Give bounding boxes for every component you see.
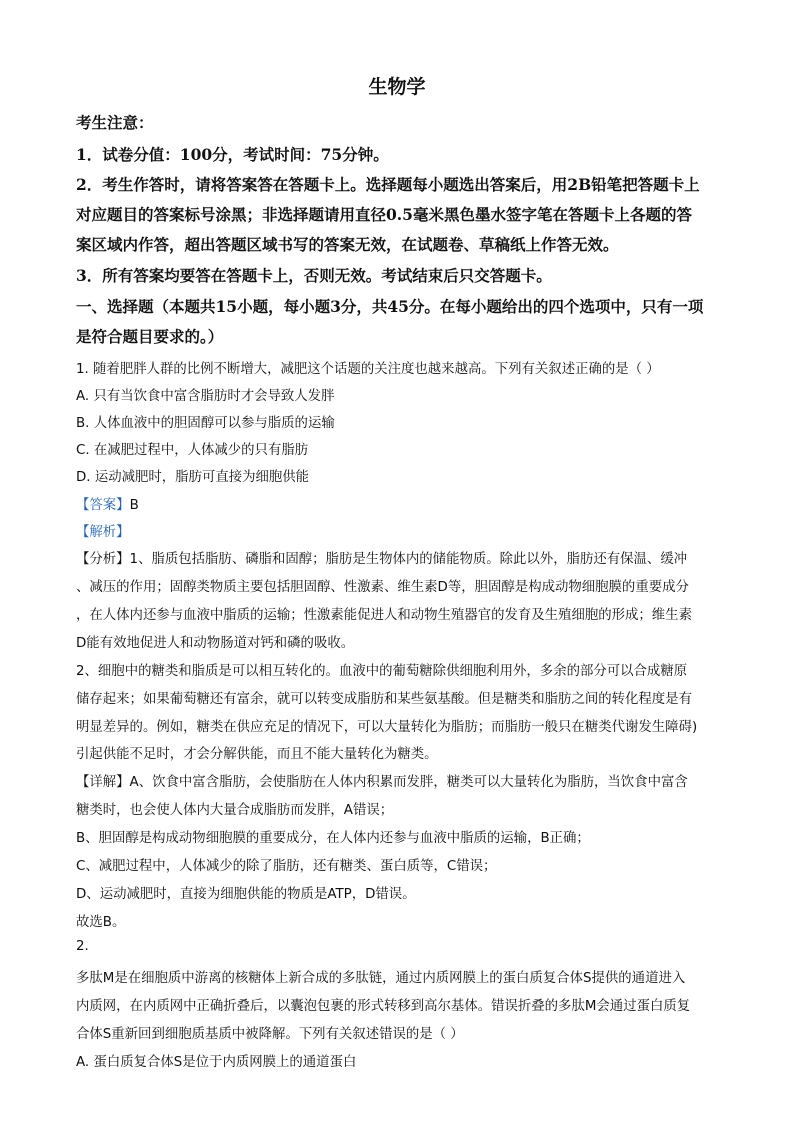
q1-option-a: A. 只有当饮食中富含脂肪时才会导致人发胖 bbox=[76, 389, 335, 404]
q1-answer bbox=[76, 494, 139, 513]
q1-detail-line-6: 故选B。 bbox=[76, 915, 126, 930]
q1-analysis-line-7: 明显差异的。例如，糖类在供应充足的情况下，可以大量转化为脂肪；而脂肪一般只在糖类代谢发生障碍) bbox=[76, 720, 698, 735]
q1-option-b: B. 人体血液中的胆固醇可以参与脂质的运输 bbox=[76, 416, 335, 431]
q1-analysis-tag: 【解析】 bbox=[76, 525, 130, 540]
notice-item-2-line-1: 2．考生作答时，请将答案答在答题卡上。选择题每小题选出答案后，用2B铅笔把答题卡上 bbox=[76, 175, 700, 194]
q1-analysis-line-8: 引起供能不足时，才会分解供能，而且不能大量转化为糖类。 bbox=[76, 747, 438, 762]
notice-item-2-line-2: 对应题目的答案标号涂黑；非选择题请用直径0.5毫米黑色墨水签字笔在答题卡上各题的答 bbox=[76, 205, 692, 224]
answer-value: B bbox=[129, 498, 139, 513]
notice-item-3: 3．所有答案均要答在答题卡上，否则无效。考试结束后只交答题卡。 bbox=[76, 266, 552, 285]
q1-detail-line-4: C、减肥过程中，人体减少的除了脂肪，还有糖类、蛋白质等，C错误； bbox=[76, 859, 497, 874]
q2-stem-line-3: 合体S重新回到细胞质基质中被降解。下列有关叙述错误的是（ ） bbox=[76, 1027, 464, 1042]
q1-detail-line-1: 【详解】A、饮食中富含脂肪，会使脂肪在人体内积累而发胖，糖类可以大量转化为脂肪，当饮食中富含 bbox=[76, 775, 688, 790]
notice-item-2-line-3: 案区域内作答，超出答题区域书写的答案无效，在试题卷、草稿纸上作答无效。 bbox=[76, 235, 619, 254]
q2-stem-line-1: 多肽M是在细胞质中游离的核糖体上新合成的多肽链，通过内质网膜上的蛋白质复合体S提供的通道进入 bbox=[76, 971, 686, 986]
q2-option-a: A. 蛋白质复合体S是位于内质网膜上的通道蛋白 bbox=[76, 1055, 357, 1070]
q2-number: 2. bbox=[76, 939, 89, 954]
section-heading-line-1: 一、选择题（本题共15小题，每小题3分，共45分。在每小题给出的四个选项中，只有一项 bbox=[76, 297, 704, 316]
q1-stem: 1. 随着肥胖人群的比例不断增大，减肥这个话题的关注度也越来越高。下列有关叙述正确的是（ ） bbox=[76, 362, 660, 377]
q1-analysis-line-1: 【分析】1、脂质包括脂肪、磷脂和固醇；脂肪是生物体内的储能物质。除此以外，脂肪还有保温、缓冲 bbox=[76, 552, 688, 567]
q1-analysis-line-4: D能有效地促进人和动物肠道对钙和磷的吸收。 bbox=[76, 636, 355, 651]
q1-detail-line-3: B、胆固醇是构成动物细胞膜的重要成分，在人体内还参与血液中脂质的运输，B正确； bbox=[76, 831, 590, 846]
q1-analysis-line-2: 、减压的作用；固醇类物质主要包括胆固醇、性激素、维生素D等，胆固醇是构成动物细胞膜的重要成分 bbox=[76, 580, 689, 595]
notice-heading: 考生注意： bbox=[76, 113, 154, 132]
q1-analysis-line-6: 储存起来；如果葡萄糖还有富余，就可以转变成脂肪和某些氨基酸。但是糖类和脂肪之间的转化程度是有 bbox=[76, 692, 692, 707]
q1-detail-line-2: 糖类时，也会使人体内大量合成脂肪而发胖，A错误； bbox=[76, 803, 394, 818]
answer-tag: 【答案】 bbox=[76, 498, 130, 513]
q2-stem-line-2: 内质网，在内质网中正确折叠后，以囊泡包裹的形式转移到高尔基体。错误折叠的多肽M会通过蛋白质复 bbox=[76, 999, 691, 1014]
q1-analysis-line-5: 2、细胞中的糖类和脂质是可以相互转化的。血液中的葡萄糖除供细胞利用外，多余的部分可以合成糖原 bbox=[76, 664, 688, 679]
section-heading-line-2: 是符合题目要求的。） bbox=[76, 327, 224, 346]
q1-analysis-line-3: ，在人体内还参与血液中脂质的运输；性激素能促进人和动物生殖器官的发育及生殖细胞的形成；维生素 bbox=[76, 608, 692, 623]
q1-option-c: C. 在减肥过程中，人体减少的只有脂肪 bbox=[76, 443, 309, 458]
notice-item-1: 1．试卷分值：100分，考试时间：75分钟。 bbox=[76, 145, 389, 164]
q1-option-d: D. 运动减肥时，脂肪可直接为细胞供能 bbox=[76, 470, 310, 485]
page-title: 生物学 bbox=[368, 76, 426, 98]
q1-detail-line-5: D、运动减肥时，直接为细胞供能的物质是ATP，D错误。 bbox=[76, 887, 416, 902]
